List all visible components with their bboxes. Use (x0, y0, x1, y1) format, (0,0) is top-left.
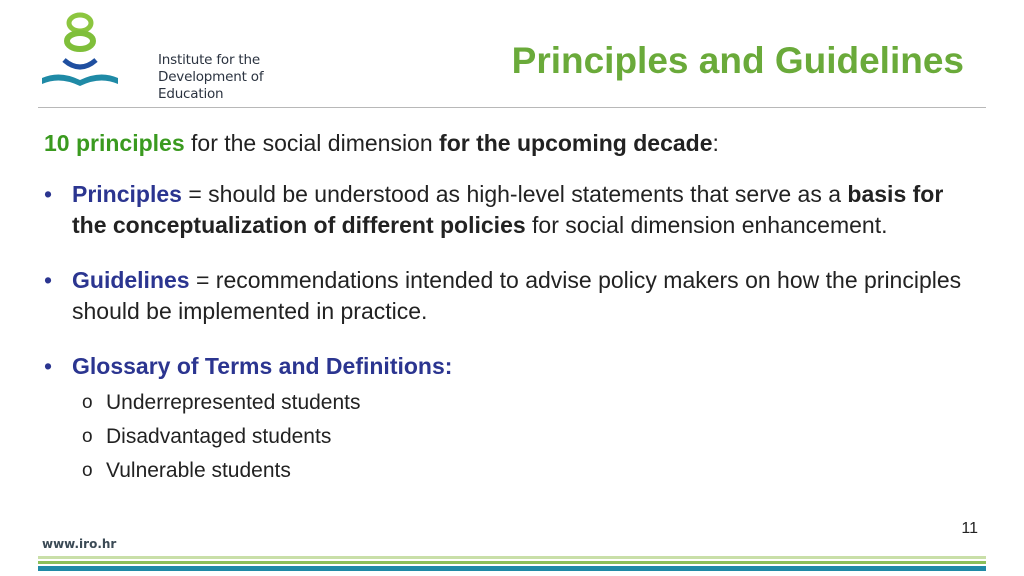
bullet-principles (44, 179, 974, 241)
footer-bar-light (38, 556, 986, 559)
book-rings-logo-icon (40, 12, 120, 92)
bullet-term: Guidelines (72, 267, 190, 293)
slide-title: Principles and Guidelines (511, 40, 964, 81)
logo-text (158, 52, 290, 103)
list-item: o Disadvantaged students (82, 420, 974, 454)
list-item: o Vulnerable students (82, 454, 974, 488)
bullet-text: = recommendations intended to advise policy makers on how the principles should be implemented in practice. (72, 267, 962, 324)
bullet-text: = should be understood as high-level statements that serve as a (181, 181, 848, 207)
intro-line (44, 130, 974, 157)
bullet-glossary (44, 351, 974, 488)
intro-colon: : (712, 130, 719, 156)
logo-line-1: Institute for the (158, 52, 260, 68)
header-divider (38, 107, 986, 108)
glossary-list (72, 386, 974, 488)
bullet-term: Glossary of Terms and Definitions: (72, 353, 453, 379)
bullet-text-end: for social dimension enhancement. (525, 212, 888, 238)
list-item: o Underrepresented students (82, 386, 974, 420)
principles-count: 10 principles (44, 130, 185, 156)
bullet-term: Principles (72, 181, 182, 207)
footer-bar-teal (38, 566, 986, 571)
bullet-bold-text: basis for the conceptualization of different policies (72, 181, 944, 238)
slide-content (44, 130, 974, 512)
website-url: www.iro.hr (42, 537, 117, 551)
footer-bar-green (38, 561, 986, 564)
institute-logo (40, 12, 290, 102)
bullet-list (44, 179, 974, 488)
bullet-guidelines (44, 265, 974, 327)
logo-line-2: Development of Education (158, 69, 264, 102)
page-number: 11 (961, 520, 978, 537)
intro-emphasis: for the upcoming decade (439, 130, 713, 156)
intro-text: for the social dimension (184, 130, 440, 156)
